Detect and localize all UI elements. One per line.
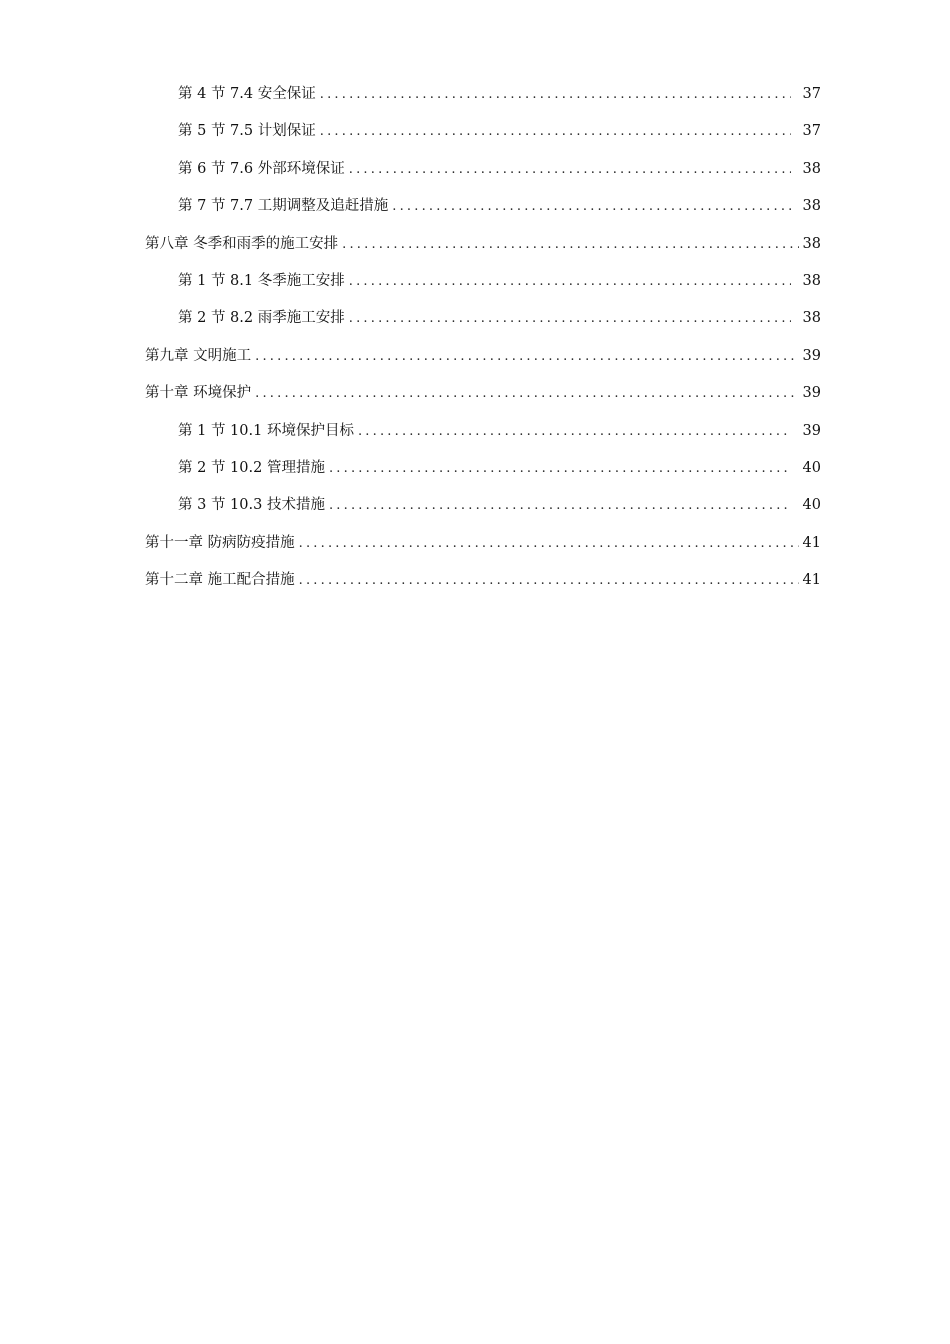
toc-dot-leader [320,118,791,146]
toc-entry-title: 第 5 节 7.5 计划保证 [178,123,316,140]
toc-entry[interactable] [145,267,821,304]
toc-dot-leader [329,455,791,483]
toc-entry-page: 38 [802,310,821,327]
toc-entry-page: 39 [802,347,821,364]
toc-entry-title: 第八章 冬季和雨季的施工安排 [145,235,339,252]
toc-entry-page: 39 [802,422,821,439]
toc-chapter-entry[interactable] [145,379,821,416]
toc-dot-leader [320,81,791,109]
toc-chapter-entry[interactable] [145,566,821,603]
toc-entry[interactable] [145,192,821,229]
toc-entry-page: 40 [802,459,821,476]
toc-entry-title: 第 2 节 10.2 管理措施 [178,459,325,476]
toc-dot-leader [392,193,790,221]
toc-dot-leader [342,231,798,259]
toc-dot-leader [349,156,791,184]
toc-dot-leader [349,268,791,296]
toc-entry[interactable] [145,417,821,454]
toc-dot-leader [255,380,798,408]
toc-entry-title: 第 1 节 10.1 环境保护目标 [178,422,354,439]
toc-entry-title: 第十二章 施工配合措施 [145,572,295,589]
toc-entry[interactable] [145,491,821,528]
toc-entry-title: 第 1 节 8.1 冬季施工安排 [178,272,345,289]
toc-entry[interactable] [145,80,821,117]
toc-dot-leader [299,530,799,558]
toc-entry-page: 41 [802,572,821,589]
table-of-contents [145,80,821,603]
toc-entry[interactable] [145,117,821,154]
toc-chapter-entry[interactable] [145,529,821,566]
toc-entry-title: 第十章 环境保护 [145,385,252,402]
toc-dot-leader [329,492,791,520]
toc-dot-leader [358,418,791,446]
toc-dot-leader [349,305,791,333]
toc-entry-page: 39 [802,385,821,402]
toc-entry[interactable] [145,454,821,491]
toc-dot-leader [255,343,798,371]
toc-entry[interactable] [145,304,821,341]
toc-entry-page: 41 [802,534,821,551]
toc-entry-title: 第 7 节 7.7 工期调整及追赶措施 [178,198,389,215]
toc-entry-page: 38 [802,160,821,177]
toc-entry-title: 第 4 节 7.4 安全保证 [178,86,316,102]
toc-entry-title: 第十一章 防病防疫措施 [145,534,295,551]
toc-entry-page: 37 [802,123,821,140]
toc-chapter-entry[interactable] [145,230,821,267]
toc-entry-page: 37 [802,86,821,102]
toc-entry-page: 38 [802,198,821,215]
toc-entry-title: 第 6 节 7.6 外部环境保证 [178,160,345,177]
toc-entry-page: 40 [802,497,821,514]
toc-dot-leader [299,567,799,595]
toc-entry-page: 38 [802,235,821,252]
toc-entry-title: 第 2 节 8.2 雨季施工安排 [178,310,345,327]
toc-entry-title: 第九章 文明施工 [145,347,252,364]
toc-entry-title: 第 3 节 10.3 技术措施 [178,497,325,514]
toc-chapter-entry[interactable] [145,342,821,379]
toc-entry[interactable] [145,155,821,192]
toc-entry-page: 38 [802,272,821,289]
